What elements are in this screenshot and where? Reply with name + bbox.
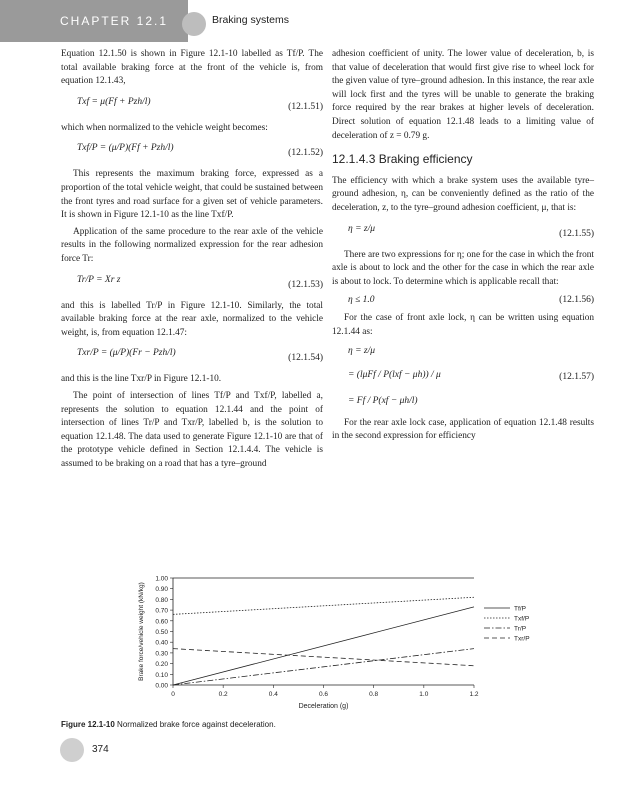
x-tick-label: 0.6 — [318, 691, 329, 698]
left-paragraph-6: and this is the line Txr/P in Figure 12.1-10. — [61, 374, 222, 385]
figure-caption — [61, 720, 276, 729]
equation-12-1-51: Txf = μ(Ff + Pzh/l) (12.1.51) — [77, 96, 323, 112]
page-number: 374 — [92, 744, 109, 755]
equation-12-1-57: η = z/μ = (lμFf / P(lxf − μh)) / μ = Ff / P(xf − μh/l) (12.1.57) — [348, 345, 594, 406]
figure-caption-label: Figure 12.1-10 — [61, 720, 115, 729]
y-tick-label: 0.80 — [155, 596, 168, 604]
y-tick-label: 0.20 — [155, 661, 168, 669]
y-tick-label: 0.00 — [155, 682, 168, 690]
x-axis-label: Deceleration (g) — [298, 703, 349, 710]
left-paragraph-1: Equation 12.1.50 is shown in Figure 12.1-10 labelled as Tf/P. The total available braking force at the front of the vehicle is, from equation 12.1.43, — [61, 49, 323, 87]
x-tick-label: 0.8 — [369, 691, 379, 698]
left-paragraph-2: which when normalized to the vehicle weight becomes: — [61, 122, 268, 133]
y-tick-label: 1.00 — [155, 575, 168, 583]
series-line-1 — [173, 597, 474, 614]
figure-12-1-10 — [61, 570, 581, 720]
page-number-circle — [60, 738, 84, 762]
equation-12-1-54: Txr/P = (μ/P)(Fr − Pzh/l) (12.1.54) — [77, 348, 323, 364]
y-axis-label: Brake force/vehicle weight (kN/kg) — [138, 582, 145, 681]
series-line-0 — [173, 607, 474, 685]
chapter-label: CHAPTER 12.1 — [0, 0, 188, 42]
x-tick-label: 1.0 — [419, 691, 429, 698]
brake-force-chart — [61, 570, 581, 720]
y-tick-label: 0.50 — [155, 629, 168, 636]
legend-label-3: Txr/P — [514, 635, 530, 643]
left-column — [61, 48, 323, 474]
legend-label-1: Txf/P — [514, 615, 530, 623]
x-tick-label: 0 — [171, 691, 175, 698]
legend-label-0: Tf/P — [514, 605, 526, 613]
series-line-2 — [173, 649, 474, 685]
legend-label-2: Tr/P — [514, 625, 527, 633]
y-tick-label: 0.30 — [155, 650, 168, 658]
y-tick-label: 0.70 — [155, 607, 168, 615]
y-tick-label: 0.60 — [155, 618, 168, 626]
right-paragraph-2: The efficiency with which a brake system uses the available tyre–ground adhesion, η, can be conveniently defined as the ratio of the deceleration, z, to the tyre–ground adhesion coefficient, μ, that is: — [332, 175, 594, 213]
chapter-tab-circle — [182, 12, 206, 36]
series-line-3 — [173, 649, 474, 666]
right-paragraph-5: For the rear axle lock case, application of equation 12.1.48 results in the second expression for efficiency — [332, 417, 594, 442]
right-paragraph-4: For the case of front axle lock, η can be written using equation 12.1.44 as: — [332, 313, 594, 337]
y-tick-label: 0.10 — [155, 671, 168, 679]
section-title: Braking systems — [212, 14, 290, 26]
x-tick-label: 0.4 — [268, 691, 278, 698]
x-tick-label: 1.2 — [469, 691, 479, 698]
section-heading-braking-efficiency: 12.1.4.3 Braking efficiency — [332, 152, 473, 167]
left-paragraph-5: and this is labelled Tr/P in Figure 12.1-10. Similarly, the total available braking force at the rear axle, normalized to the vehicle weight, is, from equation 12.1.47: — [61, 300, 323, 338]
right-paragraph-1: adhesion coefficient of unity. The lower value of deceleration, b, is that value of deceleration that would first give rise to wheel lock for the given value of tyre–ground adhesion. In this instance, the rear axle will lock first and the tyres will be unable to generate the braking force required by the rear brakes at higher levels of deceleration. Direct solution of equation 12.1.48 leads to a limiting value of deceleration of z = 0.79 g. — [332, 49, 594, 141]
left-paragraph-4: Application of the same procedure to the rear axle of the vehicle results in the following normalized expression for the rear adhesion force Tr: — [61, 226, 323, 264]
equation-12-1-56: η ≤ 1.0 (12.1.56) — [348, 295, 594, 306]
equation-12-1-55: η = z/μ (12.1.55) — [348, 223, 594, 239]
y-tick-label: 0.90 — [155, 586, 168, 594]
equation-12-1-53: Tr/P = Xr z (12.1.53) — [77, 274, 323, 290]
left-paragraph-3: This represents the maximum braking force, expressed as a proportion of the total vehicle weight, that could be sustained between the front tyres and road surface for a given set of vehicle parameters. It is shown in Figure 12.1-10 as the line Txf/P. — [61, 169, 323, 221]
page-header — [0, 0, 626, 42]
equation-12-1-52: Txf/P = (μ/P)(Ff + Pzh/l) (12.1.52) — [77, 143, 323, 159]
figure-caption-text: Normalized brake force against deceleration. — [117, 720, 276, 729]
left-paragraph-7: The point of intersection of lines Tf/P and Txf/P, labelled a, represents the solution to equation 12.1.44 and the point of intersection of lines Tr/P and Txr/P, labelled b, is the solution to equation 12.1.48. The data used to generate Figure 12.1-10 are that of the prototype vehicle defined in Section 12.1.4.4. The vehicle is assumed to be braking on a road that has a tyre–ground — [61, 390, 323, 469]
x-tick-label: 0.2 — [218, 691, 228, 698]
right-paragraph-3: There are two expressions for η; one for the case in which the front axle is about to lock and the other for the case in which the rear axle is about to lock. To determine which is applicable recall that: — [332, 249, 594, 287]
right-column — [332, 48, 594, 447]
y-tick-label: 0.40 — [155, 639, 168, 647]
